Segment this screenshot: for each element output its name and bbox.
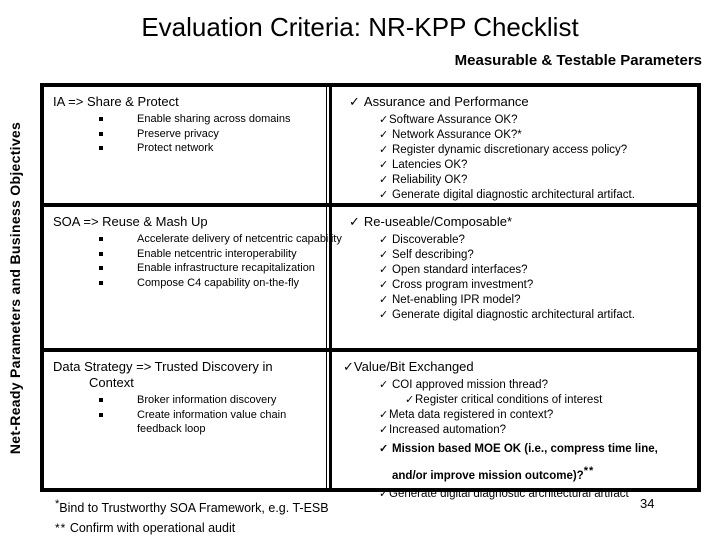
row-3-objective-cell: [44, 352, 327, 488]
list-item: Protect network: [99, 141, 322, 156]
list-item: Preserve privacy: [99, 127, 322, 142]
page-number: 34: [640, 496, 655, 511]
list-item: ✓ Latencies OK?: [379, 158, 691, 173]
check-icon: ✓: [349, 214, 360, 229]
table-row: [44, 352, 697, 500]
list-item: Compose C4 capability on-the-fly: [99, 276, 322, 291]
list-item: ✓ Reliability OK?: [379, 173, 691, 188]
vertical-axis-label: [0, 84, 30, 492]
footnote-2-text: Confirm with operational audit: [69, 521, 236, 536]
row-1-objective-cell: [44, 87, 327, 203]
row-2-parameters-heading-text: Re-useable/Composable*: [363, 214, 513, 229]
row-1-parameters-heading-text: Assurance and Performance: [363, 94, 529, 109]
page-subtitle: Measurable & Testable Parameters: [454, 52, 702, 69]
footnote-marker: **: [583, 465, 595, 477]
list-item-emphasis: [379, 438, 691, 487]
footnote-2: [55, 518, 329, 538]
row-1-parameters-cell: [329, 87, 697, 203]
list-item: ✓ Network Assurance OK?*: [379, 128, 691, 143]
list-item: Enable sharing across domains: [99, 112, 322, 127]
row-3-parameters-checks: [339, 378, 691, 502]
row-3-parameters-cell: [329, 352, 697, 500]
list-item: ✓ Cross program investment?: [379, 278, 691, 293]
row-3-objective-heading-line2: Context: [89, 375, 134, 390]
row-2-objective-bullets: [51, 232, 342, 290]
check-icon: ✓: [349, 94, 360, 109]
list-item: ✓ Meta data registered in context?: [379, 408, 691, 423]
footnote-2-marker: **: [55, 521, 67, 536]
list-item: Enable infrastructure recapitalization: [99, 261, 322, 276]
table-row: [44, 87, 697, 207]
list-item: ✓ Open standard interfaces?: [379, 263, 691, 278]
footnote-1-text: Bind to Trustworthy SOA Framework, e.g. T-ESB: [59, 501, 329, 516]
row-2-objective-heading: SOA => Reuse & Mash Up: [53, 214, 208, 229]
list-item: ✓ Generate digital diagnostic architectural artifact.: [379, 188, 691, 203]
row-1-objective-bullets: [51, 112, 322, 156]
list-item: ✓ Generate digital diagnostic architectural artifact: [379, 487, 691, 502]
list-item: ✓ Net-enabling IPR model?: [379, 293, 691, 308]
criteria-matrix: [40, 83, 701, 500]
list-item: Create information value chain feedback loop: [99, 408, 322, 437]
row-3-objective-heading-line1: Data Strategy => Trusted Discovery in: [53, 359, 273, 374]
list-item: Accelerate delivery of netcentric capability: [99, 232, 322, 247]
row-3-parameters-heading-text: Value/Bit Exchanged: [353, 359, 474, 374]
list-item: ✓ Discoverable?: [379, 233, 691, 248]
check-icon: ✓: [343, 359, 354, 374]
list-item: Enable netcentric interoperability: [99, 247, 322, 262]
row-2-parameters-checks: [339, 233, 691, 323]
list-item: ✓ Self describing?: [379, 248, 691, 263]
footnote-1-marker: *: [55, 498, 60, 510]
list-item: Broker information discovery: [99, 393, 322, 408]
row-1-parameters-heading: [339, 94, 691, 110]
page-title: Evaluation Criteria: NR-KPP Checklist: [141, 12, 579, 42]
row-2-parameters-heading: [339, 214, 691, 230]
row-3-parameters-heading: [339, 359, 691, 375]
table-row: [44, 207, 697, 352]
row-1-objective-heading: IA => Share & Protect: [53, 94, 179, 109]
vertical-axis-label-text: Net-Ready Parameters and Business Objectives: [7, 121, 24, 455]
footnotes: [55, 494, 329, 538]
list-item: ✓ Register critical conditions of interest: [405, 393, 691, 408]
row-1-parameters-checks: [339, 113, 691, 203]
row-3-objective-bullets: [51, 393, 322, 437]
list-item: ✓ COI approved mission thread?: [379, 378, 691, 393]
list-item-emphasis-text: Mission based MOE OK (i.e., compress time line, and/or improve mission outcome)?: [392, 443, 658, 482]
footnote-1: [55, 494, 329, 518]
row-2-objective-cell: [44, 207, 342, 348]
list-item: ✓ Software Assurance OK?: [379, 113, 691, 128]
list-item: ✓ Register dynamic discretionary access policy?: [379, 143, 691, 158]
list-item: ✓ Generate digital diagnostic architectural artifact.: [379, 308, 691, 323]
row-3-objective-heading: [51, 359, 322, 391]
list-item: ✓ Increased automation?: [379, 423, 691, 438]
row-2-parameters-cell: [329, 207, 697, 348]
